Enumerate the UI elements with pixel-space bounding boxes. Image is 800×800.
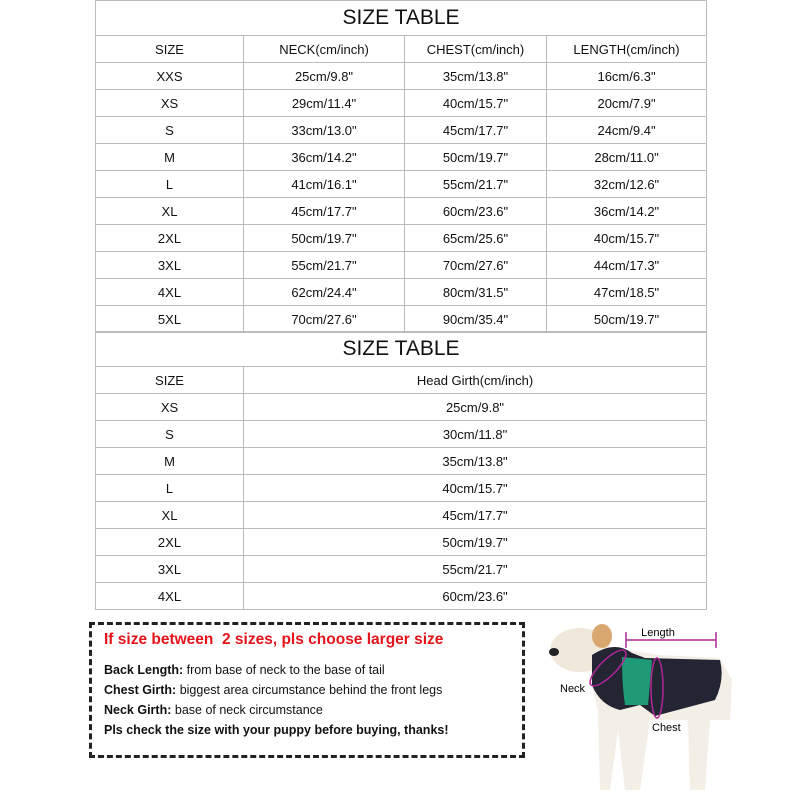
table-cell: 44cm/17.3" xyxy=(547,252,707,279)
table-cell: 3XL xyxy=(96,252,244,279)
table-cell: L xyxy=(96,475,244,502)
table-header xyxy=(96,367,707,394)
table-cell: 47cm/18.5" xyxy=(547,279,707,306)
table-header xyxy=(96,36,707,63)
table-cell: 50cm/19.7" xyxy=(405,144,547,171)
dog-measurement-diagram xyxy=(540,610,740,800)
note-back-length xyxy=(104,663,385,677)
neck-label: Neck xyxy=(560,683,586,695)
column-header: Head Girth(cm/inch) xyxy=(244,367,707,394)
table-cell: 20cm/7.9" xyxy=(547,90,707,117)
note-neck-girth xyxy=(104,703,323,717)
column-header: SIZE xyxy=(96,367,244,394)
table-row xyxy=(96,529,707,556)
label: Neck Girth: xyxy=(104,703,172,717)
table-row xyxy=(96,144,707,171)
column-header: NECK(cm/inch) xyxy=(244,36,405,63)
table-row xyxy=(96,394,707,421)
note-chest-girth xyxy=(104,683,442,697)
table-cell: 60cm/23.6" xyxy=(405,198,547,225)
text: from base of neck to the base of tail xyxy=(183,663,385,677)
table-cell: 30cm/11.8" xyxy=(244,421,707,448)
table-title: SIZE TABLE xyxy=(96,332,707,367)
table-cell: 25cm/9.8" xyxy=(244,63,405,90)
table-cell: 25cm/9.8" xyxy=(244,394,707,421)
text: base of neck circumstance xyxy=(171,703,323,717)
table-cell: 60cm/23.6" xyxy=(244,583,707,610)
table-cell: 33cm/13.0" xyxy=(244,117,405,144)
table-cell: 40cm/15.7" xyxy=(547,225,707,252)
table-cell: 70cm/27.6" xyxy=(405,252,547,279)
table-cell: 40cm/15.7" xyxy=(244,475,707,502)
table-cell: 24cm/9.4" xyxy=(547,117,707,144)
column-header: LENGTH(cm/inch) xyxy=(547,36,707,63)
table-cell: 55cm/21.7" xyxy=(244,556,707,583)
table-cell: M xyxy=(96,144,244,171)
table-row xyxy=(96,117,707,144)
table-row xyxy=(96,475,707,502)
length-label: Length xyxy=(641,627,675,639)
table-row xyxy=(96,448,707,475)
table-cell: 50cm/19.7" xyxy=(244,225,405,252)
table-cell: 28cm/11.0" xyxy=(547,144,707,171)
table-cell: 45cm/17.7" xyxy=(244,502,707,529)
table-row xyxy=(96,502,707,529)
table-row xyxy=(96,556,707,583)
label: Back Length: xyxy=(104,663,184,677)
table-cell: 2XL xyxy=(96,529,244,556)
table-cell: S xyxy=(96,421,244,448)
table-cell: L xyxy=(96,171,244,198)
table-row xyxy=(96,63,707,90)
table-cell: 3XL xyxy=(96,556,244,583)
table-cell: 65cm/25.6" xyxy=(405,225,547,252)
table-cell: S xyxy=(96,117,244,144)
table-cell: 55cm/21.7" xyxy=(244,252,405,279)
table-row xyxy=(96,90,707,117)
table-row xyxy=(96,225,707,252)
table-cell: XS xyxy=(96,90,244,117)
note-heading: If size between 2 sizes, pls choose larger size xyxy=(104,631,444,648)
table-cell: 50cm/19.7" xyxy=(547,306,707,333)
table-cell: 2XL xyxy=(96,225,244,252)
table-cell: 16cm/6.3" xyxy=(547,63,707,90)
table-row xyxy=(96,421,707,448)
table-cell: 45cm/17.7" xyxy=(244,198,405,225)
table-cell: 36cm/14.2" xyxy=(244,144,405,171)
table-cell: XS xyxy=(96,394,244,421)
text: biggest area circumstance behind the front legs xyxy=(176,683,443,697)
note-final: Pls check the size with your puppy before buying, thanks! xyxy=(104,723,449,737)
table-row xyxy=(96,252,707,279)
table-cell: 55cm/21.7" xyxy=(405,171,547,198)
table-cell: 62cm/24.4" xyxy=(244,279,405,306)
table-cell: 4XL xyxy=(96,279,244,306)
table-row xyxy=(96,583,707,610)
table-cell: 45cm/17.7" xyxy=(405,117,547,144)
table-cell: 41cm/16.1" xyxy=(244,171,405,198)
dog-illustration xyxy=(549,624,732,790)
table-cell: M xyxy=(96,448,244,475)
column-header: CHEST(cm/inch) xyxy=(405,36,547,63)
table-row xyxy=(96,171,707,198)
table-cell: 29cm/11.4" xyxy=(244,90,405,117)
table-cell: 35cm/13.8" xyxy=(405,63,547,90)
table-cell: 80cm/31.5" xyxy=(405,279,547,306)
table-cell: 50cm/19.7" xyxy=(244,529,707,556)
table-cell: 90cm/35.4" xyxy=(405,306,547,333)
table-cell: 40cm/15.7" xyxy=(405,90,547,117)
table-cell: 70cm/27.6" xyxy=(244,306,405,333)
label: Chest Girth: xyxy=(104,683,177,697)
size-table-head xyxy=(95,331,707,610)
size-note xyxy=(89,622,525,758)
chest-label: Chest xyxy=(652,722,681,734)
table-cell: XL xyxy=(96,198,244,225)
table-title: SIZE TABLE xyxy=(96,1,707,36)
size-table-body xyxy=(95,0,707,333)
column-header: SIZE xyxy=(96,36,244,63)
table-cell: 5XL xyxy=(96,306,244,333)
table-cell: 4XL xyxy=(96,583,244,610)
table-cell: XXS xyxy=(96,63,244,90)
table-row xyxy=(96,279,707,306)
table-cell: 32cm/12.6" xyxy=(547,171,707,198)
table-cell: XL xyxy=(96,502,244,529)
table-cell: 35cm/13.8" xyxy=(244,448,707,475)
table-row xyxy=(96,306,707,333)
table-row xyxy=(96,198,707,225)
table-cell: 36cm/14.2" xyxy=(547,198,707,225)
